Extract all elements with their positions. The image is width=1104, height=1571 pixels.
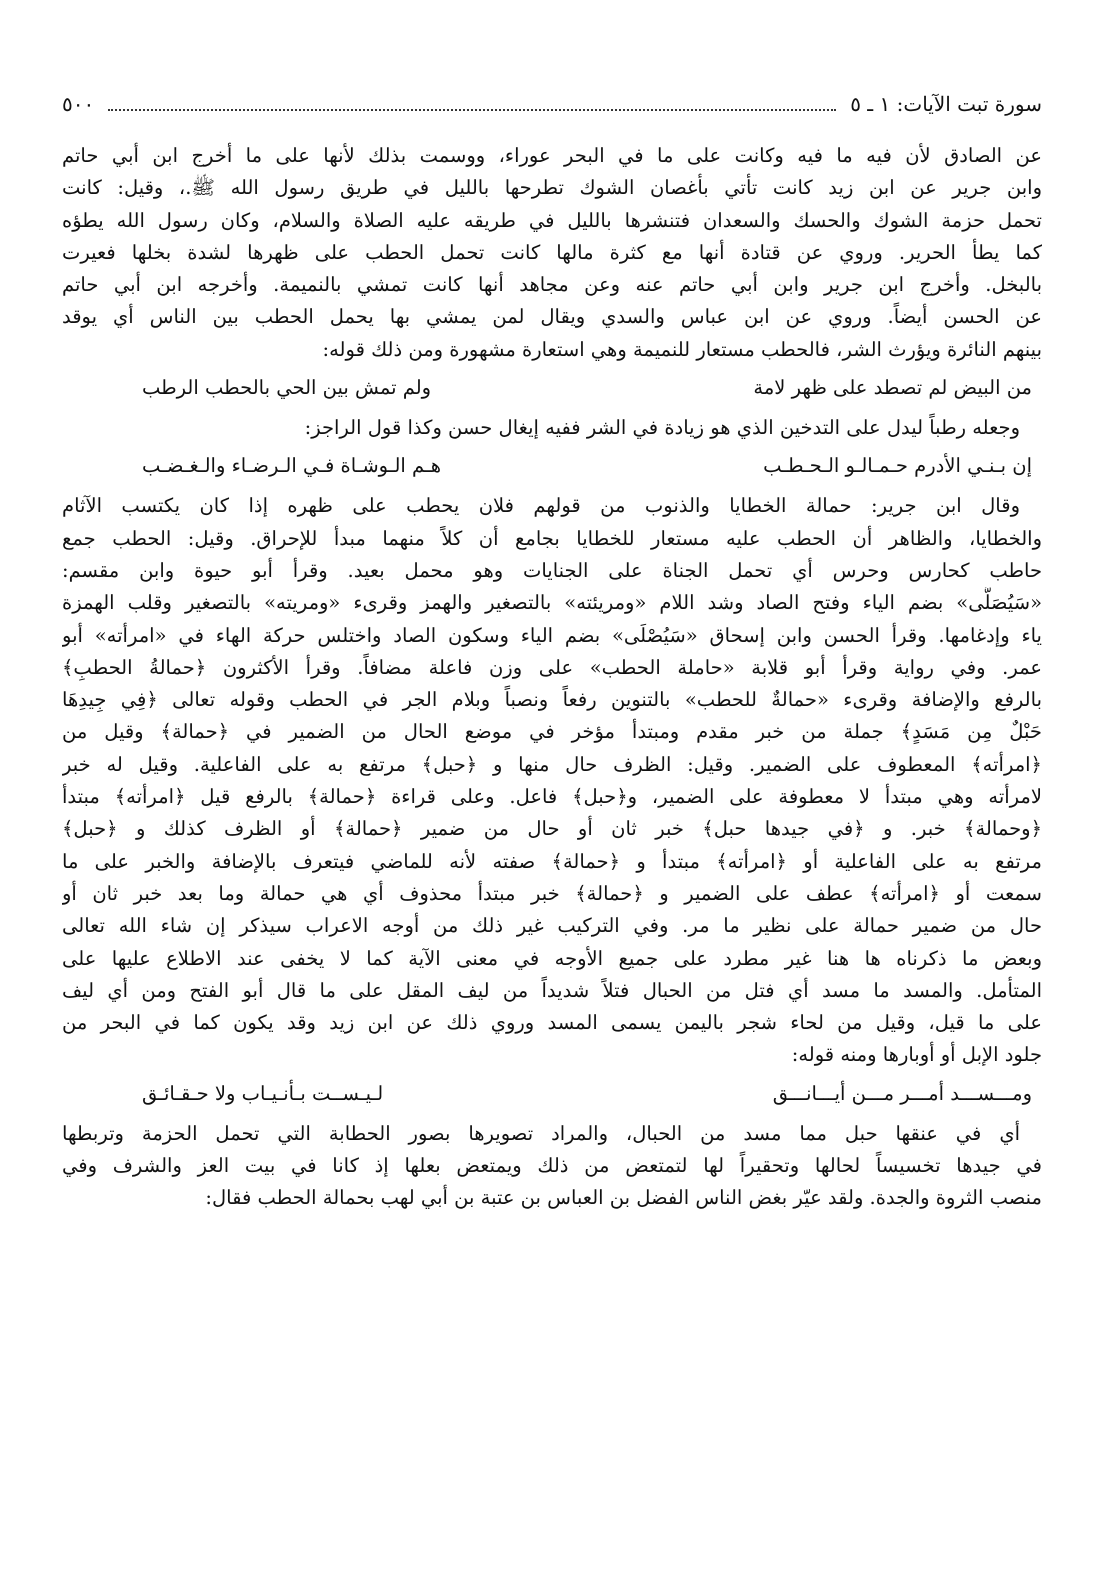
text-line: ﴿وحمالة﴾ خبر. و ﴿في جيدها حبل﴾ خبر ثان أو حال من ضمير ﴿حمالة﴾ أو الظرف كذلك و ﴿حبل﴾ bbox=[62, 817, 1042, 841]
page-number: ٥٠٠ bbox=[62, 92, 95, 116]
verse-line bbox=[62, 366, 1042, 412]
text-line: جلود الإبل أو أوبارها ومنه قوله: bbox=[791, 1043, 1042, 1067]
verse-second-hemistich: لـيـســت بـأنـيـاب ولا حـقـائـق bbox=[142, 1081, 384, 1105]
verse-first-hemistich: من البيض لم تصطد على ظهر لامة bbox=[753, 376, 1032, 400]
body-text bbox=[62, 140, 1042, 1215]
text-line: بالرفع والإضافة وقرىء «حمالةٌ للحطب» بالتنوين رفعاً ونصباً وبلام الجر في الحطب وقوله تعالى ﴿فِي جِيدِهَا bbox=[62, 688, 1042, 712]
text-line: المتأمل. والمسد ما مسد أي فتل من الحبال فتلاً شديداً من ليف المقل على ما قال أبو الفتح ومن أي ليف bbox=[62, 978, 1042, 1002]
text-line: عن الحسن أيضاً. وروي عن ابن عباس والسدي ويقال لمن يمشي بها يحمل الحطب بين الناس أي يوقد bbox=[62, 305, 1042, 329]
text-line: بينهم النائرة ويؤرث الشر، فالحطب مستعار للنميمة وهي استعارة مشهورة ومن ذلك قوله: bbox=[322, 337, 1042, 361]
running-title: سورة تبت الآيات: ١ ـ ٥ bbox=[850, 92, 1042, 116]
text-line: «سَيُصَلَّى» بضم الياء وفتح الصاد وشد اللام «ومريئته» بالتصغير والهمز وقرىء «ومريته» بالتصغير وقلب الهمزة bbox=[62, 591, 1042, 615]
text-line: على ما قيل، وقيل من لحاء شجر باليمن يسمى المسد وروي ذلك عن ابن زيد وقد يكون كما في البحر من bbox=[62, 1011, 1042, 1035]
text-line: كما يطأ الحرير. وروي عن قتادة أنها مع كثرة مالها كانت تحمل الحطب على ظهرها لشدة بخلها فعيرت bbox=[62, 240, 1042, 264]
verse-second-hemistich: ولم تمش بين الحي بالحطب الرطب bbox=[142, 376, 432, 400]
verse-first-hemistich: ومـــســـد أمـــر مـــن أيـــانـــق bbox=[772, 1081, 1032, 1105]
text-line: لامرأته وهي مبتدأ لا معطوفة على الضمير، و﴿حبل﴾ فاعل. وعلى قراءة ﴿حمالة﴾ بالرفع قيل ﴿امرأته﴾ مبتدأ bbox=[62, 785, 1042, 809]
text-line: حاطب كحارس وحرس أي تحمل الجناة على الجنايات وهو محمل بعيد. وقرأ أبو حيوة وابن مقسم: bbox=[62, 558, 1042, 582]
text-line: عن الصادق لأن فيه ما فيه وكانت على ما في البحر عوراء، ووسمت بذلك لأنها على ما أخرج ابن أبي حاتم bbox=[62, 144, 1042, 167]
text-line: وقال ابن جرير: حمالة الخطايا والذنوب من قولهم فلان يحطب على ظهره إذا كان يكتسب الآثام bbox=[62, 494, 1020, 518]
text-line: منصب الثروة والجدة. ولقد عيّر بغض الناس الفضل بن العباس بن عتبة بن أبي لهب بحمالة الحطب فقال: bbox=[205, 1186, 1042, 1210]
verse-line bbox=[62, 1072, 1042, 1118]
text-line: تحمل حزمة الشوك والحسك والسعدان فتنشرها بالليل في طريقه عليه الصلاة والسلام، وكان رسول الله يطؤه bbox=[62, 208, 1042, 232]
text-line: حَبْلٌ مِن مَسَدٍ﴾ جملة من خبر مقدم ومبتدأ مؤخر في موضع الحال من الضمير في ﴿حمالة﴾ وقيل من bbox=[62, 720, 1042, 744]
text-line: وجعله رطباً ليدل على التدخين الذي هو زيادة في الشر ففيه إيغال حسن وكذا قول الراجز: bbox=[304, 416, 1020, 440]
text-line: والخطايا، والظاهر أن الحطب عليه مستعار للخطايا بجامع أن كلاً منهما مبدأ للإحراق. وقيل: الحطب جمع bbox=[62, 526, 1042, 550]
leader-dots bbox=[108, 109, 836, 111]
running-header bbox=[62, 92, 1042, 126]
text-line: عمر. وفي رواية وقرأ أبو قلابة «حاملة الحطب» على وزن فاعلة مضافاً. وقرأ الأكثرون ﴿حمالةُ الحطبِ﴾ bbox=[62, 655, 1042, 679]
text-line: سمعت أو ﴿امرأته﴾ عطف على الضمير و ﴿حمالة﴾ خبر مبتدأ محذوف أي هي حمالة وما بعد خبر ثان أو bbox=[62, 881, 1042, 905]
text-line: ﴿امرأته﴾ المعطوف على الضمير. وقيل: الظرف حال منها و ﴿حبل﴾ مرتفع به على الفاعلية. وقيل له خبر bbox=[62, 752, 1042, 776]
text-line: وبعض ما ذكرناه ها هنا غير مطرد على جميع الأوجه في معنى الآية كما لا يخفى عند الاطلاع عليها على bbox=[62, 946, 1042, 970]
text-line: بالبخل. وأخرج ابن جرير وابن أبي حاتم عنه وعن مجاهد أنها كانت تمشي بالنميمة. وأخرجه ابن أبي حاتم bbox=[62, 273, 1042, 297]
text-line: وابن جرير عن ابن زيد كانت تأتي بأغصان الشوك تطرحها بالليل في طريق رسول الله ﷺ.، وقيل: كانت bbox=[62, 176, 1042, 200]
verse-line bbox=[62, 444, 1042, 490]
verse-first-hemistich: إن بـنـي الأدرم حـمـالـو الـحـطـب bbox=[763, 454, 1032, 478]
text-line: مرتفع به على الفاعلية أو ﴿امرأته﴾ مبتدأ و ﴿حمالة﴾ صفته لأنه للماضي فيتعرف بالإضافة والخبر على ما bbox=[62, 849, 1042, 873]
text-line: أي في عنقها حبل مما مسد من الحبال، والمراد تصويرها بصور الحطابة التي تحمل الحزمة وتربطها bbox=[62, 1121, 1020, 1145]
text-line: حال من ضمير حمالة على نظير ما مر. وفي التركيب غير ذلك من أوجه الاعراب سيذكر إن شاء الله تعالى bbox=[62, 914, 1042, 938]
book-page bbox=[62, 92, 1042, 1215]
text-line: في جيدها تخسيساً لحالها وتحقيراً لها لتمتعض من ذلك ويمتعض بعلها إذ كانا في بيت العز والشرف وفي bbox=[62, 1154, 1042, 1178]
text-line: ياء وإدغامها. وقرأ الحسن وابن إسحاق «سَيُصْلَى» بضم الياء وسكون الصاد واختلس حركة الهاء في «امرأته» أبو bbox=[62, 623, 1042, 647]
verse-second-hemistich: هـم الـوشـاة فـي الـرضـاء والـغـضـب bbox=[142, 454, 442, 478]
